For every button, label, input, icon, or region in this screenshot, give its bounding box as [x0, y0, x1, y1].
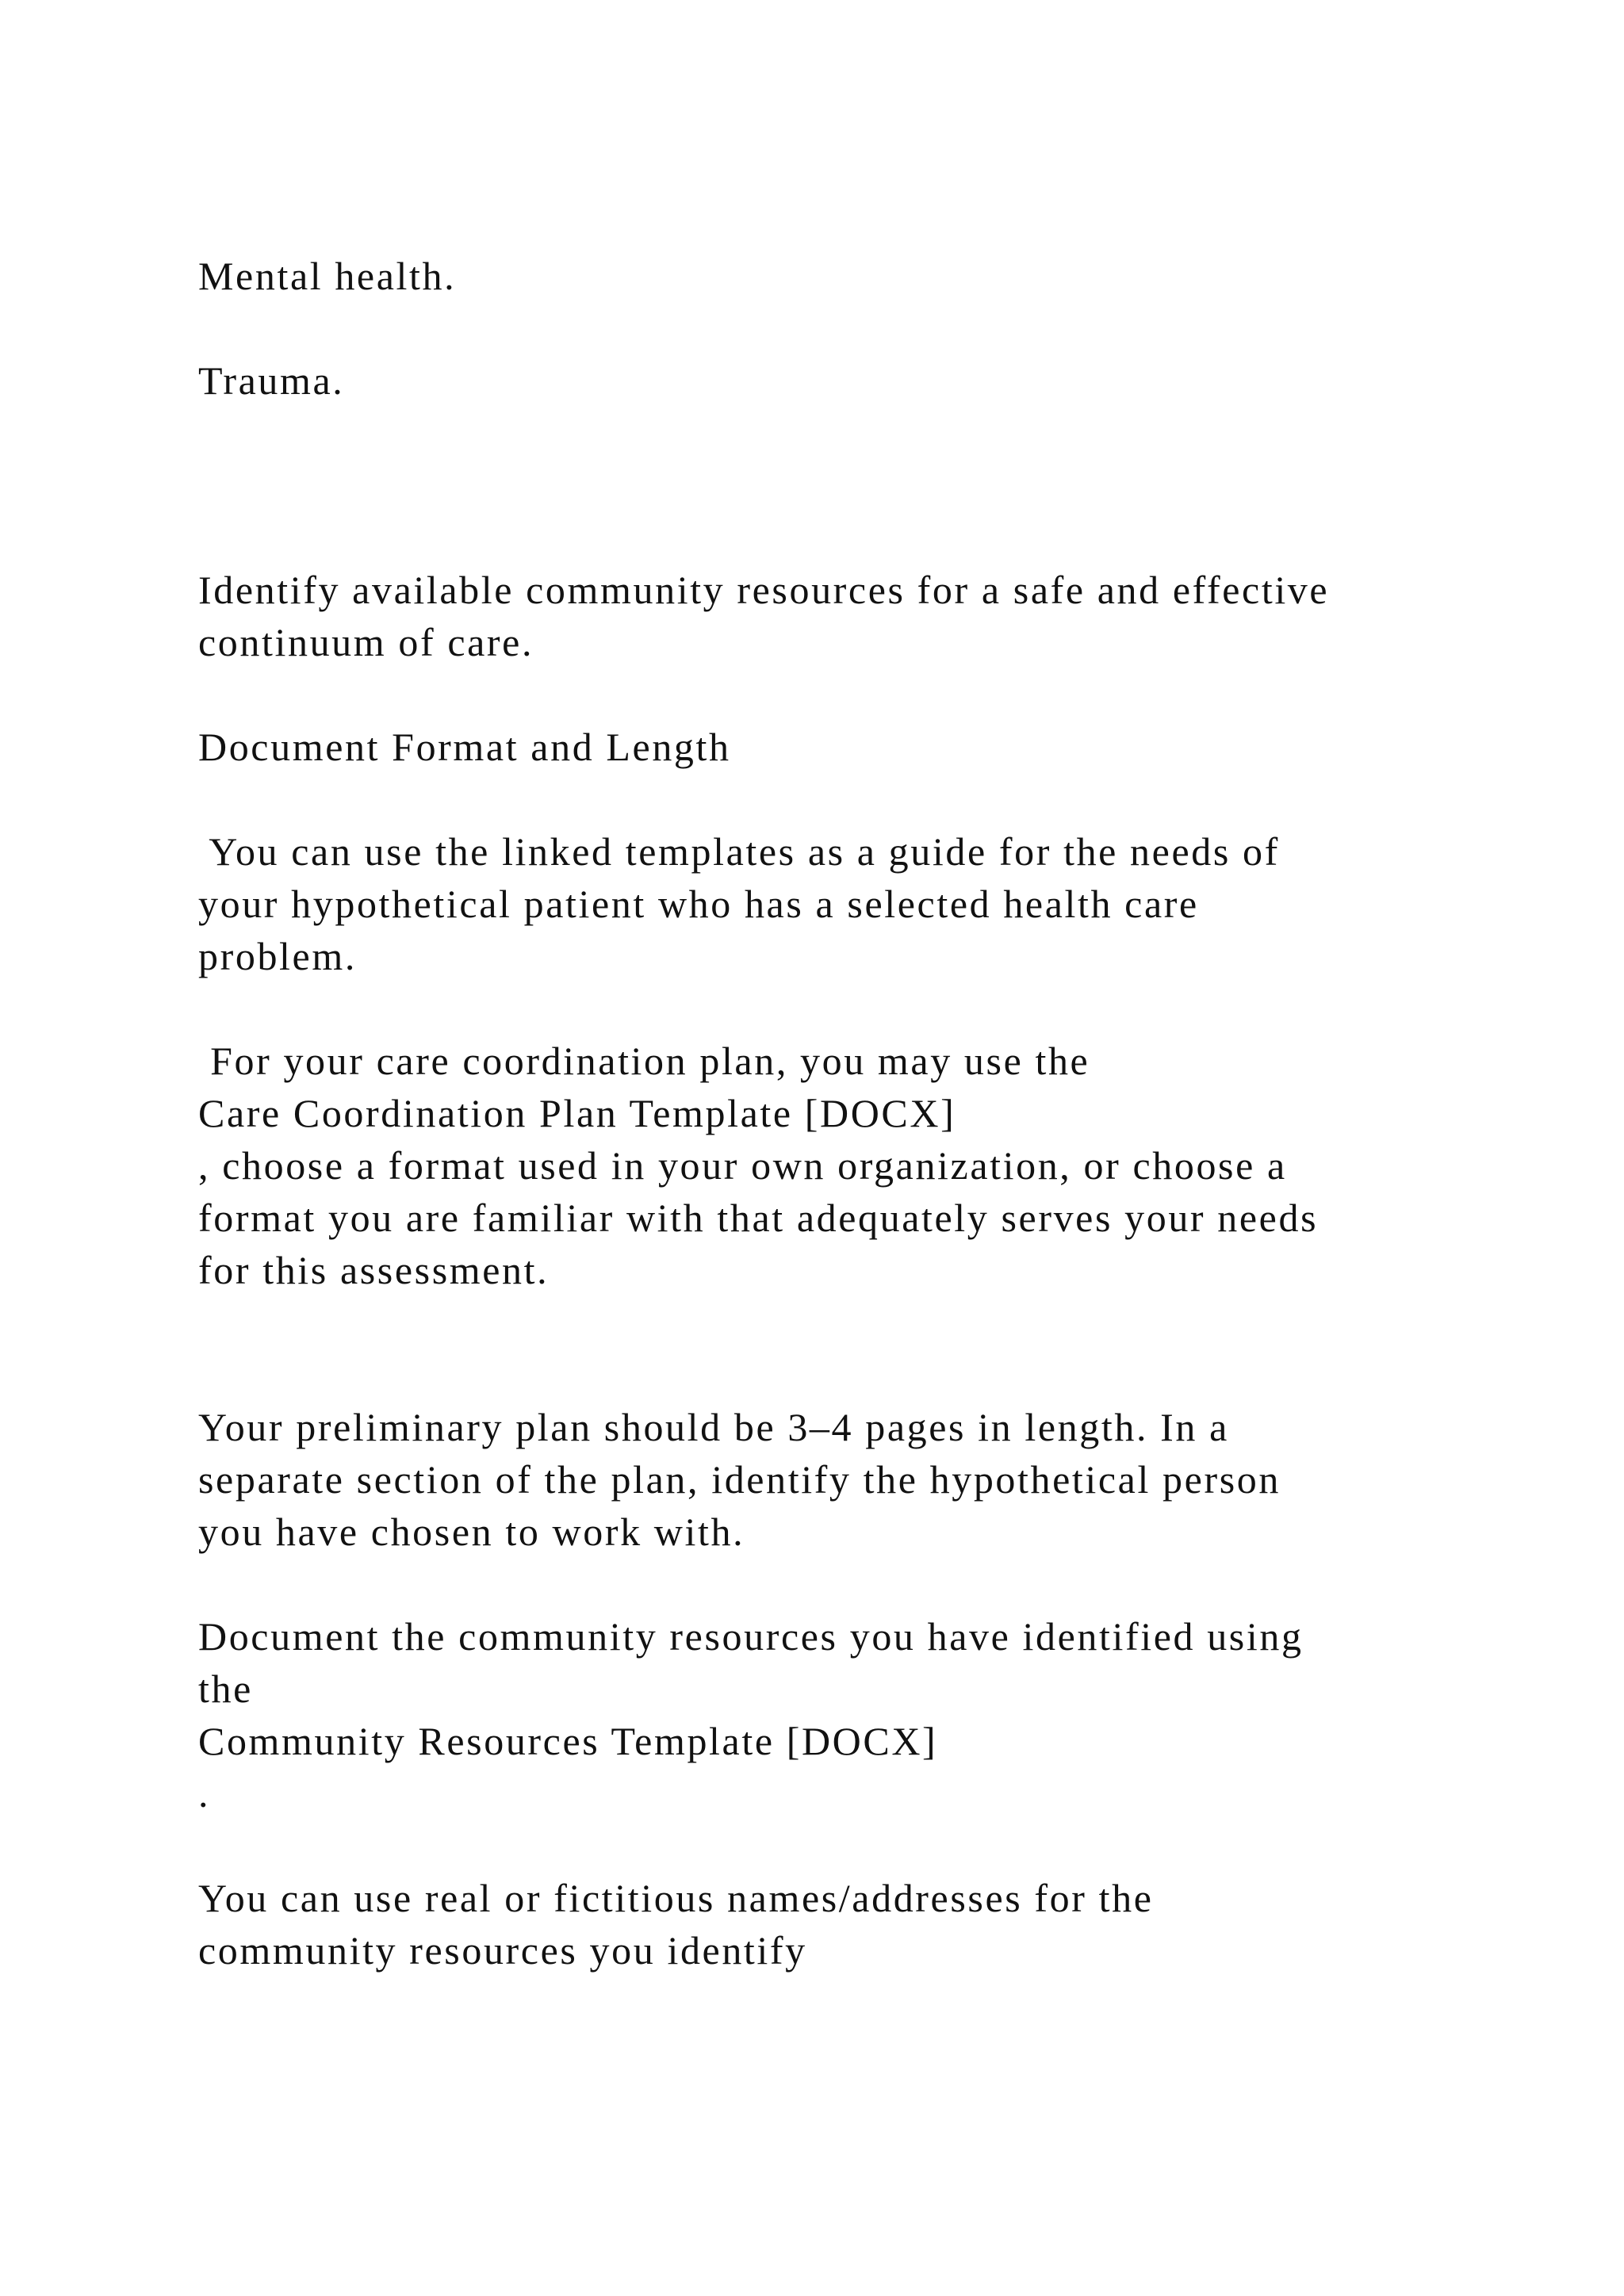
text-line: Your preliminary plan should be 3–4 pages in length. In a	[198, 1405, 1229, 1449]
text-line: .	[198, 1771, 211, 1816]
text-line: continuum of care.	[198, 620, 534, 664]
text-line: Identify available community resources for a safe and effective	[198, 568, 1330, 612]
text-line: your hypothetical patient who has a selected health care	[198, 882, 1199, 926]
section-heading: Document Format and Length	[198, 725, 731, 769]
text-line: For your care coordination plan, you may use the	[198, 1039, 1090, 1083]
template-link-care-coordination[interactable]: Care Coordination Plan Template [DOCX]	[198, 1091, 956, 1135]
text-line: problem.	[198, 934, 357, 978]
text-line: Document the community resources you have identified using	[198, 1614, 1304, 1659]
text-line: You can use real or fictitious names/addresses for the	[198, 1876, 1154, 1920]
text-line: You can use the linked templates as a guide for the needs of	[198, 829, 1280, 874]
text-line: the	[198, 1667, 253, 1711]
text-line: community resources you identify	[198, 1928, 807, 1973]
text-line: you have chosen to work with.	[198, 1510, 745, 1554]
text-line: format you are familiar with that adequately serves your needs	[198, 1196, 1319, 1240]
text-line: , choose a format used in your own organization, or choose a	[198, 1143, 1287, 1188]
template-link-community-resources[interactable]: Community Resources Template [DOCX]	[198, 1719, 938, 1763]
text-line: Trauma.	[198, 358, 345, 403]
text-line: Mental health.	[198, 254, 457, 298]
text-line: for this assessment.	[198, 1248, 550, 1292]
text-line: separate section of the plan, identify the hypothetical person	[198, 1457, 1281, 1502]
